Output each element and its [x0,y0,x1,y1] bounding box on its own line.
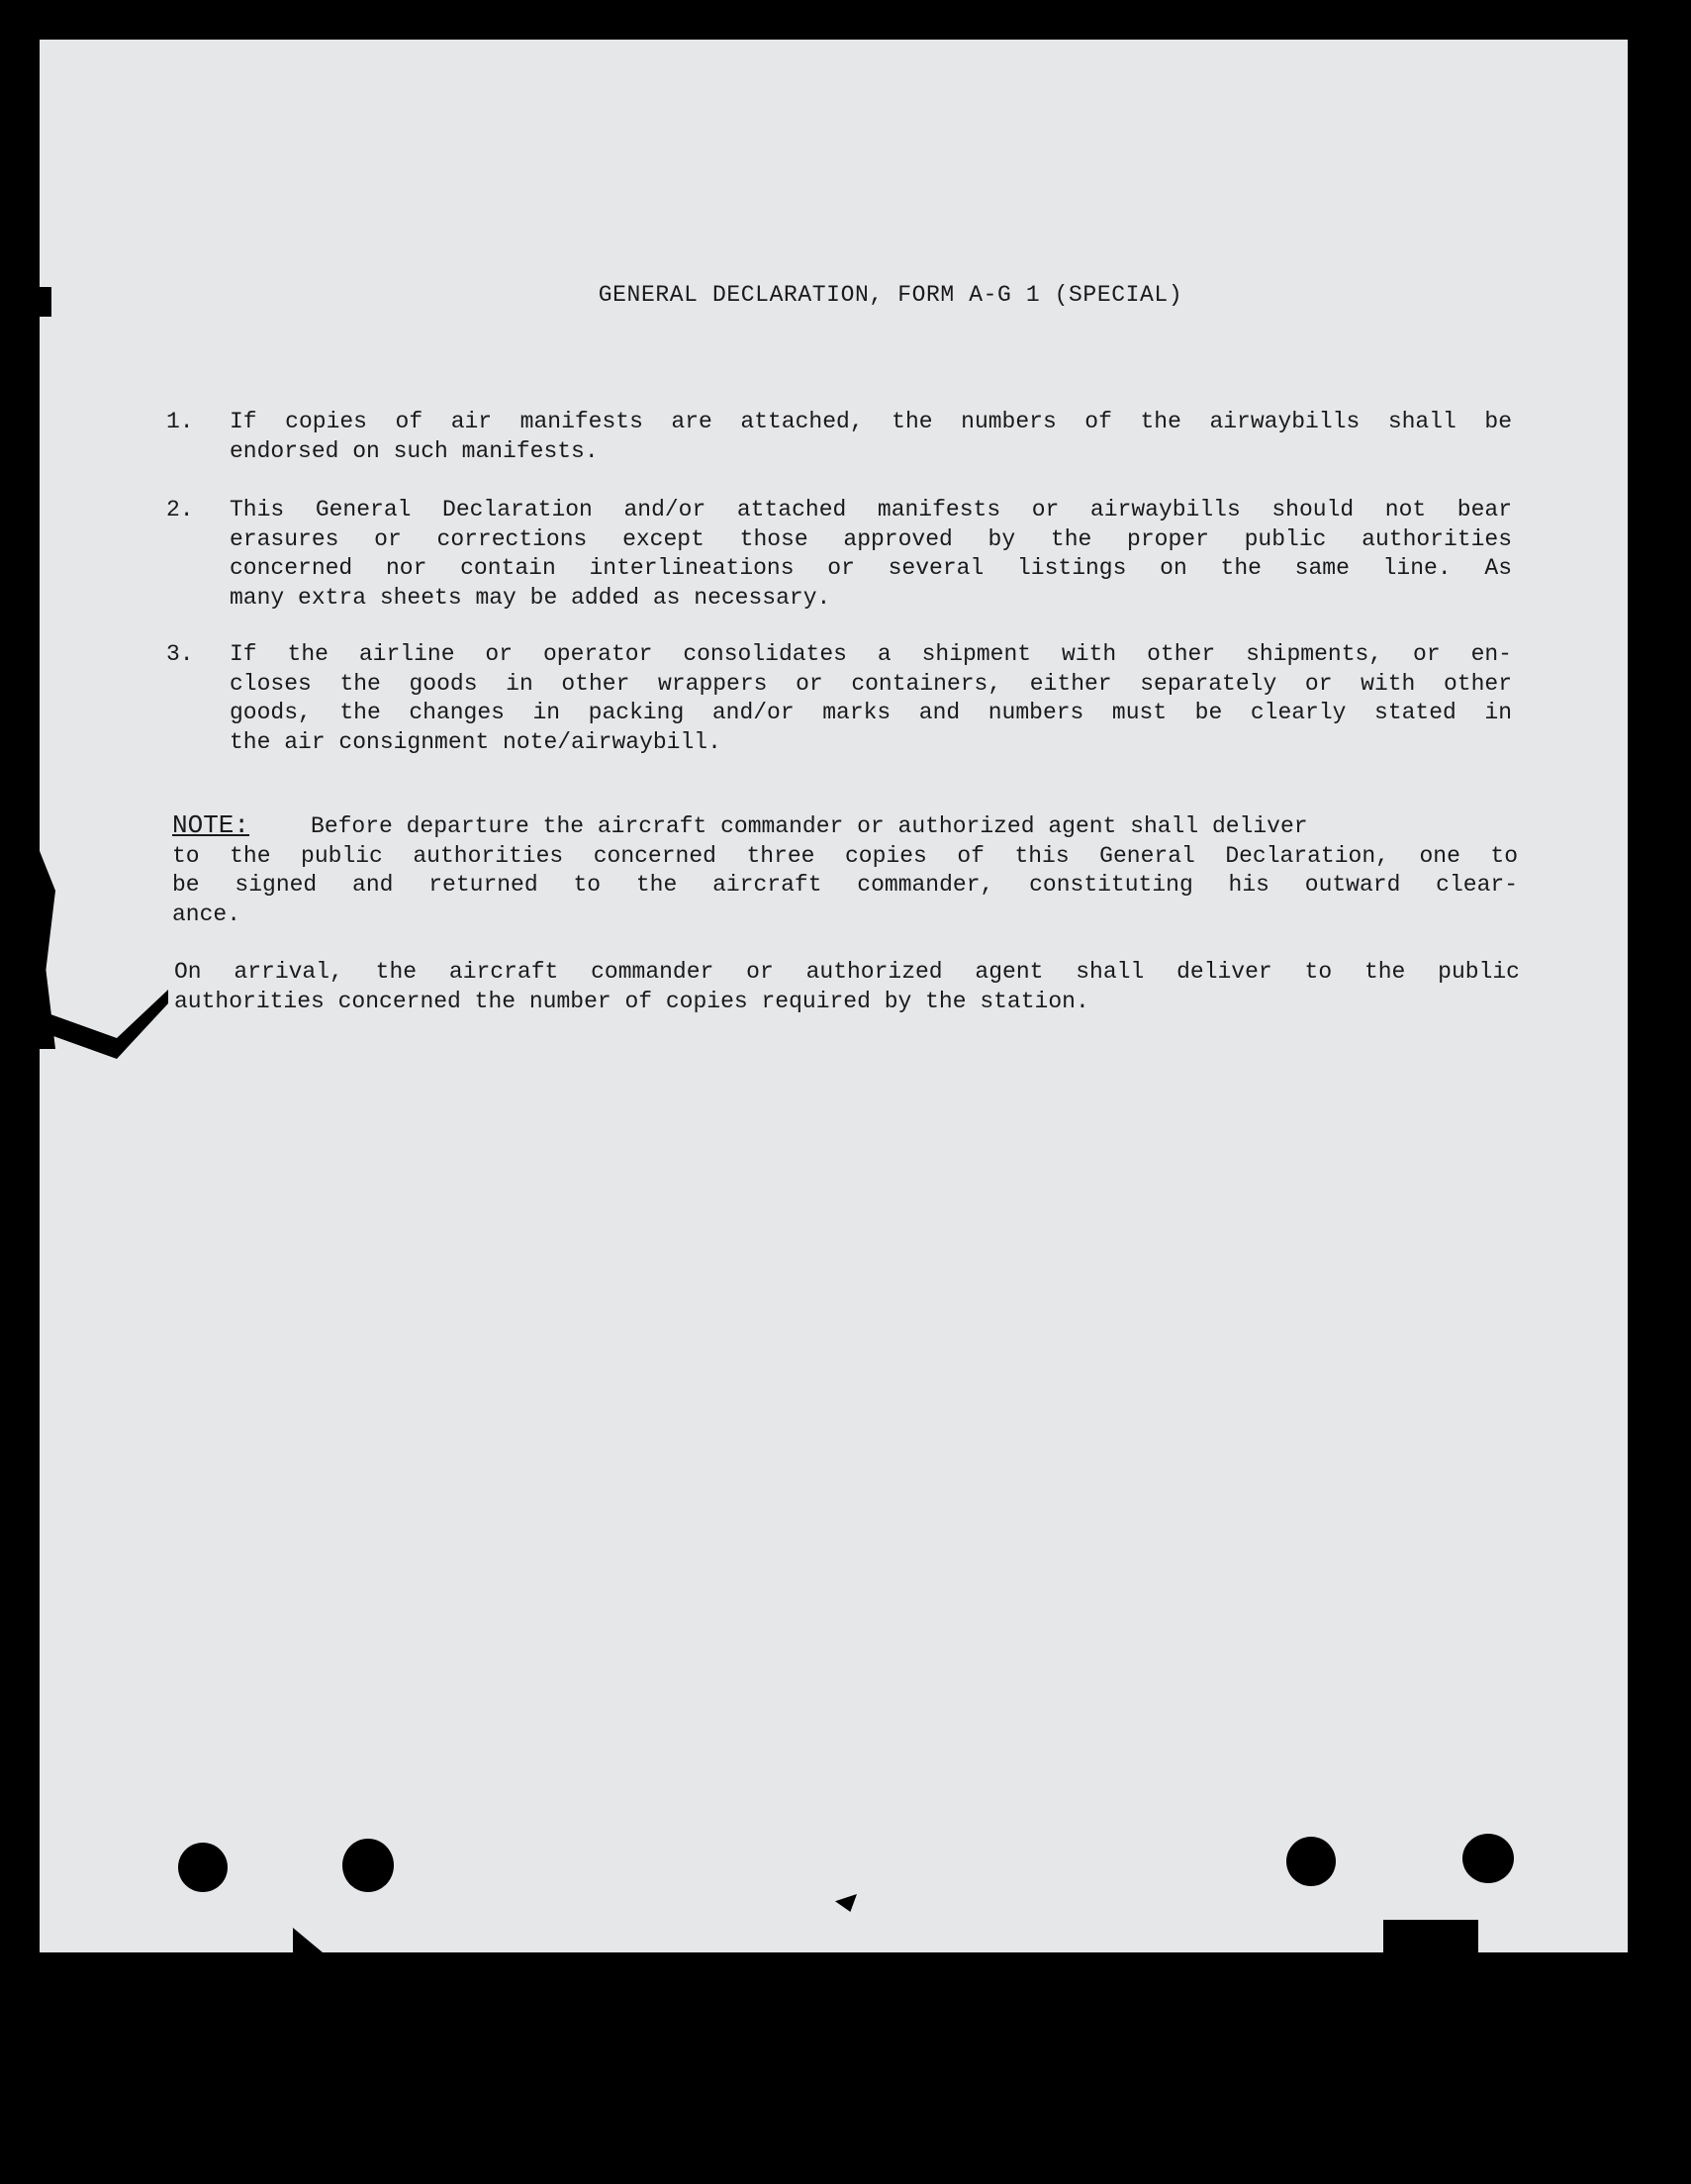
item-line: This General Declaration and/or attached manifests or airwaybills should not bear [230,497,1512,522]
item-line: many extra sheets may be added as necessary. [230,584,831,611]
arrival-paragraph [174,958,1520,1016]
punch-hole [178,1843,228,1892]
note-paragraph [172,811,1518,929]
item-number: 3. [166,641,194,667]
item-line: closes the goods in other wrappers or containers, either separately or with other [230,670,1512,697]
item-line: endorsed on such manifests. [230,437,599,464]
item-line: goods, the changes in packing and/or marks and numbers must be clearly stated in [230,700,1512,725]
torn-edge [40,990,168,1059]
item-line: If the airline or operator consolidates a shipment with other shipments, or en- [230,641,1512,667]
item-line: erasures or corrections except those approved by the proper public authorities [230,525,1512,552]
punch-hole [1462,1834,1514,1883]
torn-edge [293,1928,323,1952]
item-line: concerned nor contain interlineations or several listings on the same line. As [230,555,1512,581]
note-line: be signed and returned to the aircraft commander, constituting his outward clear- [172,872,1518,898]
document-page [40,40,1628,1952]
note-label: NOTE: [172,810,250,840]
torn-edge [40,287,51,317]
item-text [230,640,1512,757]
note-first-text: Before departure the aircraft commander or authorized agent shall deliver [311,813,1308,839]
speck [835,1894,857,1912]
item-line: If copies of air manifests are attached, the numbers of the airwaybills shall be [230,409,1512,434]
item-number: 2. [166,497,194,522]
item-text [230,408,1512,466]
arrival-line: On arrival, the aircraft commander or authorized agent shall deliver to the public [174,959,1520,985]
item-text [230,496,1512,613]
document-title: GENERAL DECLARATION, FORM A-G 1 (SPECIAL) [598,282,1183,308]
arrival-line: authorities concerned the number of copies required by the station. [174,988,1089,1014]
item-line: the air consignment note/airwaybill. [230,728,721,755]
punch-hole [1286,1837,1336,1886]
item-number: 1. [166,409,194,434]
list-item [166,408,1512,466]
note-line: ance. [172,901,241,927]
list-item [166,496,1512,613]
torn-edge [1383,1920,1478,1952]
note-line: to the public authorities concerned three copies of this General Declaration, one to [172,842,1518,869]
note-first-line [172,811,1518,842]
punch-hole [342,1839,394,1892]
list-item [166,640,1512,757]
